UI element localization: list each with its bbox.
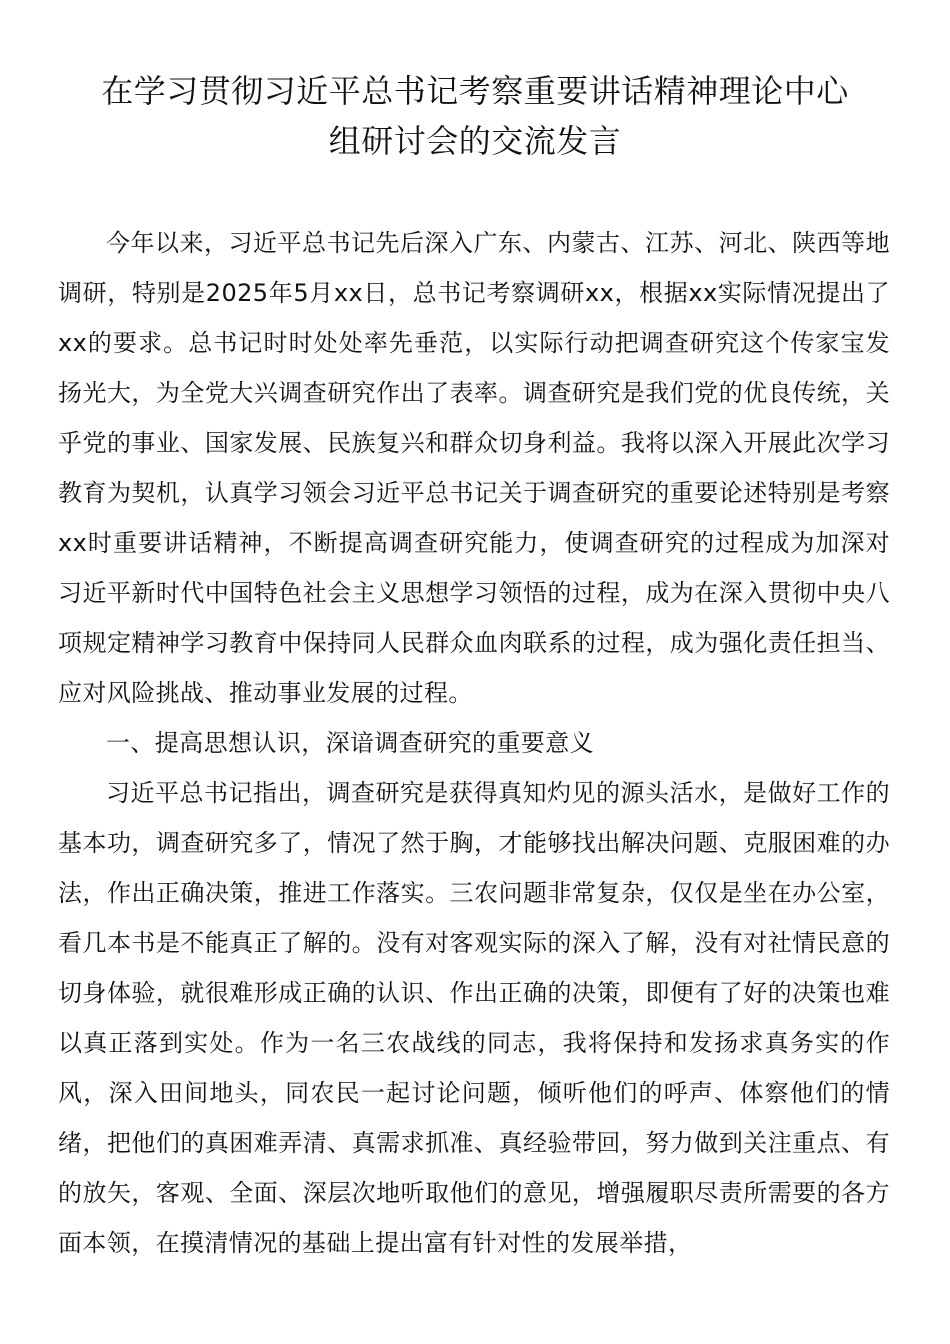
paragraph-section-1: 习近平总书记指出，调查研究是获得真知灼见的源头活水，是做好工作的基本功，调查研究多了，情况了然于胸，才能够找出解决问题、克服困难的办法，作出正确决策，推进工作落实。三农问题非常复杂，仅仅是坐在办公室，看几本书是不能真正了解的。没有对客观实际的深入了解，没有对社情民意的切身体验，就很难形成正确的认识、作出正确的决策，即便有了好的决策也难以真正落到实处。作为一名三农战线的同志，我将保持和发扬求真务实的作风，深入田间地头，同农民一起讨论问题，倾听他们的呼声、体察他们的情绪，把他们的真困难弄清、真需求抓准、真经验带回，努力做到关注重点、有的放矢，客观、全面、深层次地听取他们的意见，增强履职尽责所需要的各方面本领，在摸清情况的基础上提出富有针对性的发展举措， [58, 779, 890, 1257]
section-heading-1: 一、提高思想认识，深谙调查研究的重要意义 [106, 729, 594, 757]
document-body [58, 218, 890, 1268]
title-line-1: 在学习贯彻习近平总书记考察重要讲话精神理论中心 [101, 72, 849, 110]
paragraph-intro: 今年以来，习近平总书记先后深入广东、内蒙古、江苏、河北、陕西等地调研，特别是2025年5月xx日，总书记考察调研xx，根据xx实际情况提出了xx的要求。总书记时时处处率先垂范，以实际行动把调查研究这个传家宝发扬光大，为全党大兴调查研究作出了表率。调查研究是我们党的优良传统，关乎党的事业、国家发展、民族复兴和群众切身利益。我将以深入开展此次学习教育为契机，认真学习领会习近平总书记关于调查研究的重要论述特别是考察xx时重要讲话精神，不断提高调查研究能力，使调查研究的过程成为加深对习近平新时代中国特色社会主义思想学习领悟的过程，成为在深入贯彻中央八项规定精神学习教育中保持同人民群众血肉联系的过程，成为强化责任担当、应对风险挑战、推动事业发展的过程。 [58, 229, 890, 707]
title-line-2: 组研讨会的交流发言 [328, 122, 622, 160]
document-title [50, 66, 900, 166]
